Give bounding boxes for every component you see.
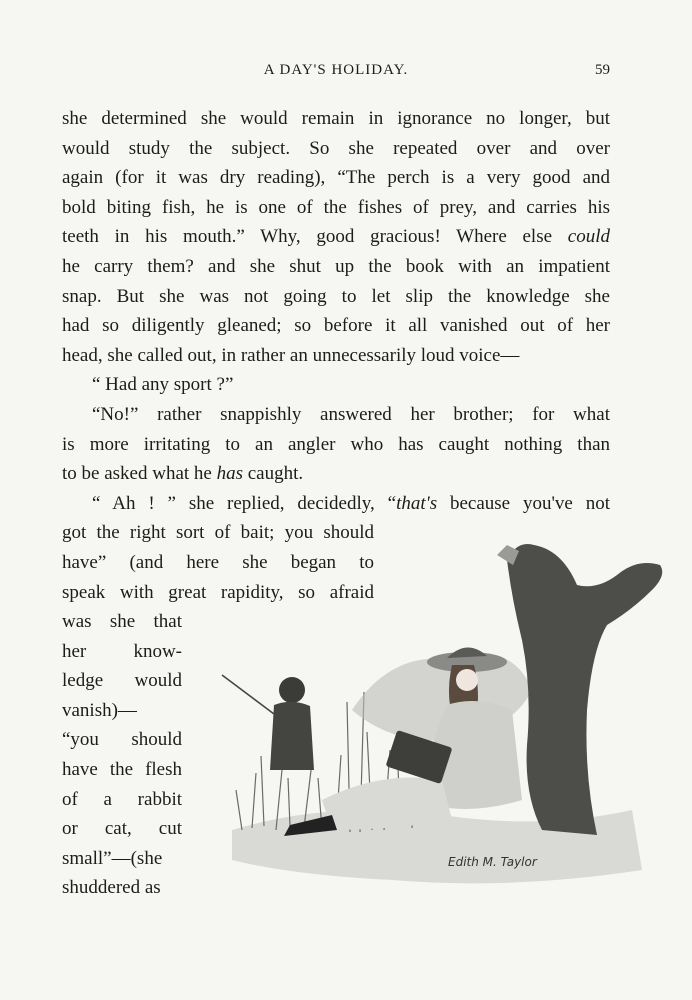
illustration-svg bbox=[212, 530, 672, 900]
text-line: is more irritating to an angler who has caught nothing than bbox=[62, 433, 610, 455]
text-line: have” (and here she began to bbox=[62, 551, 374, 573]
text-line: small”—(she bbox=[62, 847, 163, 869]
girl-face bbox=[456, 669, 478, 691]
text-line: or cat, cut bbox=[62, 818, 182, 840]
tree-trunk bbox=[507, 544, 662, 835]
text-line: have the flesh bbox=[62, 759, 182, 781]
artist-signature: Edith M. Taylor bbox=[448, 855, 537, 869]
fishing-rod bbox=[222, 675, 282, 720]
emphasis: could bbox=[567, 226, 610, 248]
text-line: shuddered as bbox=[62, 877, 161, 899]
text-line bbox=[62, 489, 610, 519]
text-line: head, she called out, in rather an unnecessarily loud voice— bbox=[62, 344, 520, 366]
boy-body bbox=[270, 702, 314, 770]
text-span: teeth in his mouth.” Why, good gracious! Where else bbox=[62, 226, 553, 248]
text-span: “ Ah ! ” she replied, decidedly, “ bbox=[92, 492, 397, 514]
text-span: because you've not bbox=[449, 492, 610, 514]
boy-head bbox=[279, 677, 305, 703]
text-line bbox=[62, 222, 610, 252]
text-line: ledge would bbox=[62, 670, 182, 692]
text-line: would study the subject. So she repeated over and over bbox=[62, 137, 610, 159]
text-line: “ Had any sport ?” bbox=[92, 374, 234, 396]
text-line: vanish)— bbox=[62, 699, 137, 721]
emphasis: has bbox=[216, 463, 243, 485]
text-line: of a rabbit bbox=[62, 788, 182, 810]
text-line: her know- bbox=[62, 640, 182, 662]
text-line: was she that bbox=[62, 611, 182, 633]
text-line: “you should bbox=[62, 729, 182, 751]
text-span: caught. bbox=[247, 463, 304, 485]
illustration bbox=[212, 530, 672, 900]
text-line: got the right sort of bait; you should bbox=[62, 522, 374, 544]
text-span: to be asked what he bbox=[62, 463, 212, 485]
text-line: “No!” rather snappishly answered her brother; for what bbox=[92, 403, 610, 425]
text-line: had so diligently gleaned; so before it all vanished out of her bbox=[62, 315, 610, 337]
emphasis: that's bbox=[396, 492, 438, 514]
text-line: again (for it was dry reading), “The perch is a very good and bbox=[62, 167, 610, 189]
text-line bbox=[62, 459, 610, 489]
running-header bbox=[62, 62, 610, 86]
text-line: he carry them? and she shut up the book with an impatient bbox=[62, 255, 610, 277]
girl-skirt bbox=[322, 778, 452, 831]
page-number: 59 bbox=[595, 62, 610, 78]
running-title: A DAY'S HOLIDAY. bbox=[263, 62, 409, 78]
text-line: snap. But she was not going to let slip the knowledge she bbox=[62, 285, 610, 307]
text-line: bold biting fish, he is one of the fishes of prey, and carries his bbox=[62, 196, 610, 218]
text-line: speak with great rapidity, so afraid bbox=[62, 581, 374, 603]
text-line: she determined she would remain in ignorance no longer, but bbox=[62, 108, 610, 129]
